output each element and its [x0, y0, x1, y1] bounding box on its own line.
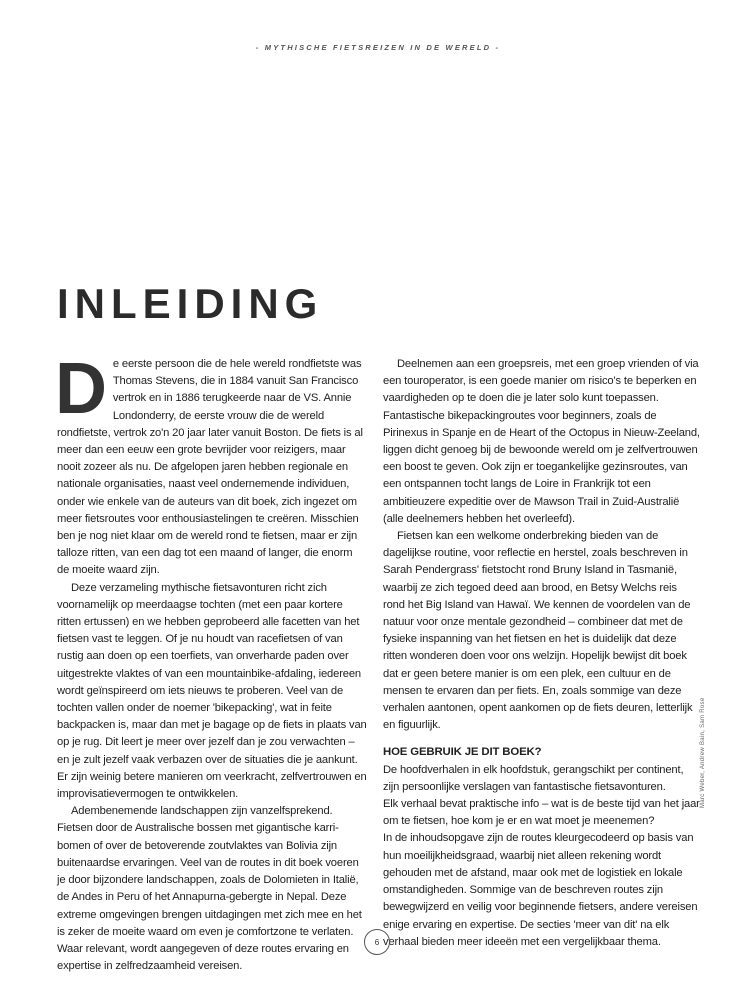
- left-column: [55, 349, 367, 975]
- body-paragraph: Deelnemen aan een groepsreis, met een groep vrienden of via een touroperator, is een goede manier om risico's te beperken en vaardigheden op te doen die je later solo kunt toepassen. Fantastische bikepackingroutes voor beginners, zoals de Pirinexus in Spanje en de Heart of the Octopus in Nieuw-Zeeland, liggen dicht genoeg bij de bewoonde wereld om je zelfvertrouwen een boost te geven. Ook zijn er toegankelijke gezinsroutes, van een ontspannen tocht langs de Loire in Frankrijk tot een ambitieuzere expeditie over de Mawson Trail in Zuid-Australië (alle deelnemers hebben het overleefd).: [383, 358, 700, 525]
- intro-paragraph: [55, 349, 367, 580]
- body-paragraph: De hoofdverhalen in elk hoofdstuk, gerangschikt per continent, zijn persoonlijke verslagen van fantastische fietsavonturen.: [383, 763, 684, 793]
- body-paragraph: Deze verzameling mythische fietsavonturen richt zich voornamelijk op meerdaagse tochten (met een paar kortere ritten ertussen) en we hebben geprobeerd alle facetten van het fietsen vast te leggen. Of je nu houdt van racefietsen of van rustig aan doen op een toerfiets, van onverharde paden over uitgestrekte vlaktes of van een mountainbike-afdaling, iedereen wordt geïnspireerd om iets nieuws te proberen. Veel van de tochten vallen onder de noemer 'bikepacking', wat in feite backpacken is, maar dan met je bagage op de fiets in plaats van op je rug. Dit leert je meer over jezelf dan je zou verwachten – en je zult jezelf vaak verbazen over de situaties die je aankunt. Er zijn weinig betere manieren om veerkracht, zelfvertrouwen en improvisatievermogen te ontwikkelen.: [57, 581, 367, 801]
- right-column: [383, 356, 701, 951]
- section-subheading: HOE GEBRUIK JE DIT BOEK?: [383, 746, 542, 759]
- body-paragraph: In de inhoudsopgave zijn de routes kleurgecodeerd op basis van hun moeilijkheidsgraad, waarbij niet alleen rekening wordt gehouden met de afstand, maar ook met de logistiek en lokale omstandigheden. Sommige van de beschreven routes zijn bewegwijzerd en veilig voor beginnende fietsers, andere vereisen enige ervaring en expertise. De secties 'meer van dit' na elk verhaal bieden meer ideeën met een vergelijkbaar thema.: [383, 832, 698, 948]
- dropcap: D: [55, 349, 107, 429]
- photo-credit: Marc Weber, Andrew Bain, Sam Rose: [700, 697, 706, 808]
- page-title: INLEIDING: [57, 280, 324, 327]
- body-paragraph: Elk verhaal bevat praktische info – wat is de beste tijd van het jaar om te fietsen, hoe kom je er en wat moet je meenemen?: [383, 798, 700, 828]
- body-paragraph: Fietsen kan een welkome onderbreking bieden van de dagelijkse routine, voor reflectie en herstel, zoals beschreven in Sarah Pendergrass' fietstocht rond Bruny Island in Tasmanië, waarbij ze zich tegoed deed aan brood, en Betsy Welchs reis rond het Big Island van Hawaï. We kennen de voordelen van de natuur voor onze mentale gezondheid – combineer dat met de fysieke inspanning van het fietsen en het is duidelijk dat deze ritten wonderen doen voor ons welzijn. Hopelijk bewijst dit boek dat er geen betere manier is om een plek, een cultuur en de mensen te ervaren dan per fiets. En, zoals sommige van deze verhalen aantonen, opent aankomen op de fiets deuren, letterlijk en figuurlijk.: [383, 530, 693, 732]
- running-header: - MYTHISCHE FIETSREIZEN IN DE WERELD -: [255, 43, 501, 52]
- intro-text: e eerste persoon die de hele wereld rondfietste was Thomas Stevens, die in 1884 vanuit San Francisco vertrok en in 1886 terugkeerde naar de VS. Annie Londonderry, de eerste vrouw die de wereld rondfietste, vertrok zo'n 20 jaar later vanuit Boston. De fiets is al meer dan een eeuw een grote bevrijder voor reizigers, maar nooit zozeer als nu. De afgelopen jaren hebben regionale en nationale organisaties, naast veel ondernemende individuen, onder wie enkele van de auteurs van dit boek, zich ingezet om meer fietsroutes voor enthousiastelingen te creëren. Misschien ben je nog niet klaar om de wereld rond te fietsen, maar er zijn talloze ritten, van een dag tot een maand of langer, die enorm de moeite waard zijn.: [57, 358, 363, 577]
- spacer: [383, 734, 701, 744]
- page-number: 6: [364, 929, 390, 955]
- body-paragraph: Adembenemende landschappen zijn vanzelfsprekend. Fietsen door de Australische bossen met gigantische karri-bomen of over de betoverende zoutvlaktes van Bolivia zijn buitenaardse ervaringen. Veel van de routes in dit boek voeren je door bijzondere landschappen, zoals de Dolomieten in Italië, de Andes in Peru of het Annapurna-gebergte in Nepal. Deze extreme omgevingen brengen uitdagingen met zich mee en het is zeker de moeite waard om even je comfortzone te verlaten. Waar relevant, wordt aangegeven of deze routes ervaring en expertise in zelfredzaamheid vereisen.: [57, 805, 362, 973]
